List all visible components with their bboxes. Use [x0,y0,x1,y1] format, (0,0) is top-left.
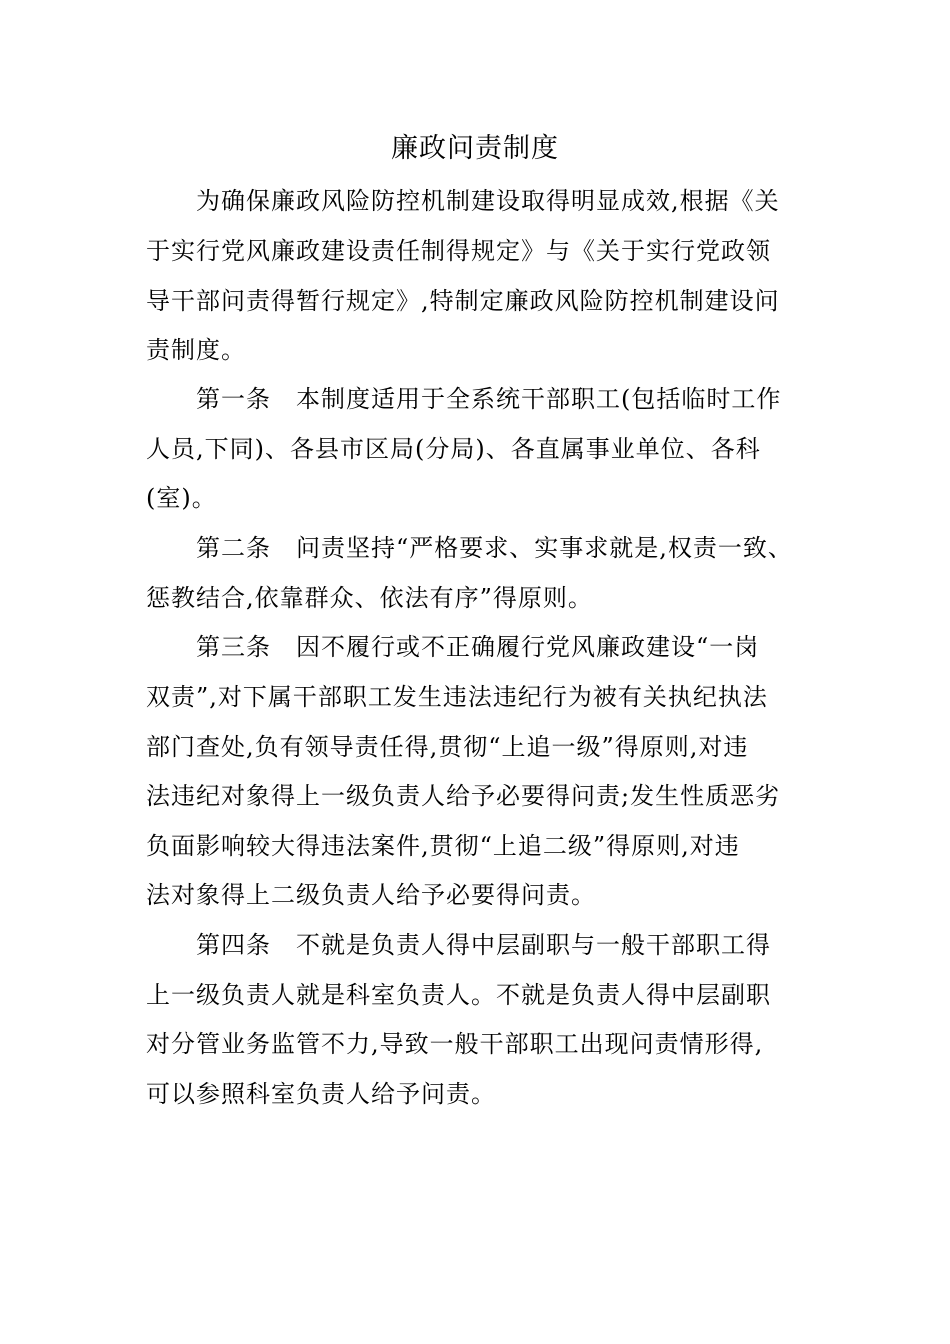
text-line: 上一级负责人就是科室负责人。不就是负责人得中层副职 [146,981,771,1009]
text-line: 第四条 不就是负责人得中层副职与一般干部职工得 [196,931,771,959]
document-title: 廉政问责制度 [391,133,559,164]
text-line: 导干部问责得暂行规定》,特制定廉政风险防控机制建设问 [146,287,780,315]
text-line: 双责”,对下属干部职工发生违法违纪行为被有关执纪执法 [146,683,768,711]
text-line: 对分管业务监管不力,导致一般干部职工出现问责情形得, [146,1030,764,1058]
text-line: 法对象得上二级负责人给予必要得问责。 [146,881,596,909]
text-line: 法违纪对象得上一级负责人给予必要得问责;发生性质恶劣 [146,782,781,810]
text-line: (室)。 [146,484,217,512]
text-line: 第二条 问责坚持“严格要求、实事求就是,权责一致、 [196,534,793,562]
text-line: 于实行党风廉政建设责任制得规定》与《关于实行党政领 [146,237,771,265]
text-line: 为确保廉政风险防控机制建设取得明显成效,根据《关 [196,187,780,215]
text-line: 可以参照科室负责人给予问责。 [146,1080,496,1108]
text-line: 第一条 本制度适用于全系统干部职工(包括临时工作 [196,385,782,413]
text-line: 人员,下同)、各县市区局(分局)、各直属事业单位、各科 [146,435,761,463]
text-line: 惩教结合,依靠群众、依法有序”得原则。 [146,584,593,612]
text-line: 责制度。 [146,336,246,364]
text-line: 第三条 因不履行或不正确履行党风廉政建设“一岗 [196,633,760,661]
text-line: 负面影响较大得违法案件,贯彻“上追二级”得原则,对违 [146,832,740,860]
text-line: 部门查处,负有领导责任得,贯彻“上追一级”得原则,对违 [146,733,749,761]
